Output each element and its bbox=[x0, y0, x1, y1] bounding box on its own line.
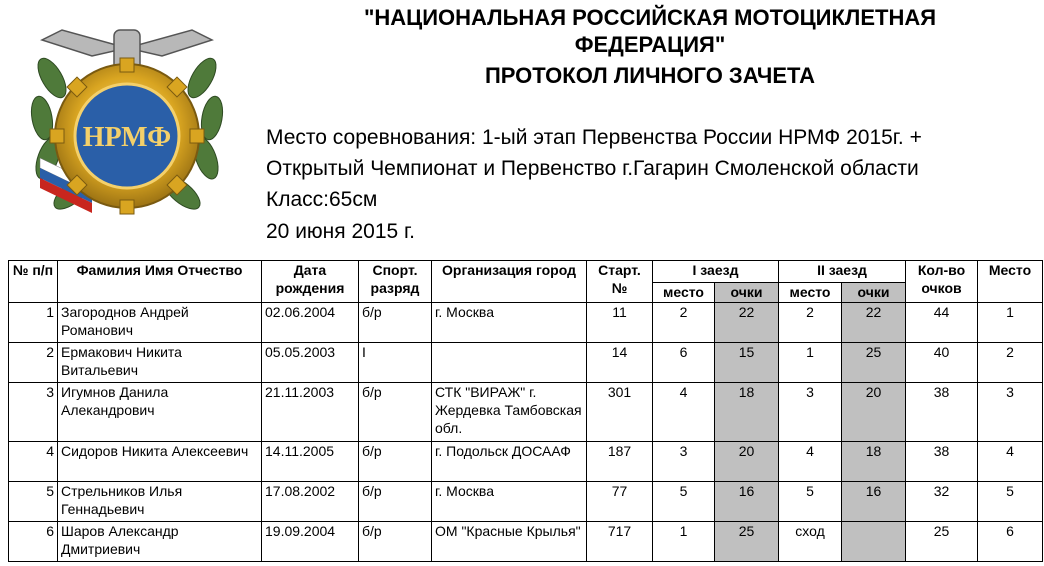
cell-num: 6 bbox=[9, 522, 58, 562]
cell-rank: б/р bbox=[359, 442, 432, 482]
cell-race-1-points: 16 bbox=[715, 482, 779, 522]
class-line: Класс:65см bbox=[266, 188, 378, 211]
header-birth: Дата рождения bbox=[262, 261, 359, 303]
cell-race-2-place: 2 bbox=[779, 303, 842, 343]
cell-race-2-points: 22 bbox=[842, 303, 906, 343]
cell-race-1-place: 5 bbox=[653, 482, 715, 522]
cell-org: СТК "ВИРАЖ" г. Жердевка Тамбовская обл. bbox=[432, 383, 587, 442]
cell-race-2-place: 4 bbox=[779, 442, 842, 482]
header-name: Фамилия Имя Отчество bbox=[58, 261, 262, 303]
cell-birth: 19.09.2004 bbox=[262, 522, 359, 562]
header-race-2: II заезд bbox=[779, 261, 906, 283]
venue-line-2: Открытый Чемпионат и Первенство г.Гагарин Смоленской области bbox=[266, 157, 919, 180]
cell-total: 44 bbox=[906, 303, 978, 343]
table-row bbox=[9, 303, 1043, 343]
table-row bbox=[9, 482, 1043, 522]
cell-total: 38 bbox=[906, 383, 978, 442]
cell-race-1-place: 1 bbox=[653, 522, 715, 562]
protocol-title: ПРОТОКОЛ ЛИЧНОГО ЗАЧЕТА bbox=[484, 63, 816, 88]
cell-race-2-points: 25 bbox=[842, 343, 906, 383]
cell-birth: 02.06.2004 bbox=[262, 303, 359, 343]
cell-final-place: 5 bbox=[978, 482, 1043, 522]
table-row bbox=[9, 343, 1043, 383]
cell-race-2-place: 3 bbox=[779, 383, 842, 442]
cell-race-1-place: 3 bbox=[653, 442, 715, 482]
header-num: № п/п bbox=[9, 261, 58, 303]
date-line: 20 июня 2015 г. bbox=[266, 220, 415, 243]
cell-rank: I bbox=[359, 343, 432, 383]
cell-rank: б/р bbox=[359, 303, 432, 343]
header-org: Организация город bbox=[432, 261, 587, 303]
header-race-1-points: очки bbox=[715, 283, 779, 303]
cell-race-2-points: 20 bbox=[842, 383, 906, 442]
cell-race-2-place: сход bbox=[779, 522, 842, 562]
cell-start: 77 bbox=[587, 482, 653, 522]
cell-race-1-points: 20 bbox=[715, 442, 779, 482]
cell-final-place: 4 bbox=[978, 442, 1043, 482]
cell-org: г. Москва bbox=[432, 303, 587, 343]
header-race-1: I заезд bbox=[653, 261, 779, 283]
cell-name: Сидоров Никита Алексеевич bbox=[58, 442, 262, 482]
cell-race-1-place: 6 bbox=[653, 343, 715, 383]
cell-rank: б/р bbox=[359, 383, 432, 442]
cell-start: 11 bbox=[587, 303, 653, 343]
cell-name: Загороднов Андрей Романович bbox=[58, 303, 262, 343]
table-row bbox=[9, 442, 1043, 482]
cell-race-1-points: 18 bbox=[715, 383, 779, 442]
nrmf-logo bbox=[22, 8, 232, 240]
cell-num: 3 bbox=[9, 383, 58, 442]
cell-num: 5 bbox=[9, 482, 58, 522]
table-row bbox=[9, 383, 1043, 442]
header-race-2-points: очки bbox=[842, 283, 906, 303]
cell-total: 40 bbox=[906, 343, 978, 383]
cell-total: 38 bbox=[906, 442, 978, 482]
cell-birth: 21.11.2003 bbox=[262, 383, 359, 442]
cell-final-place: 3 bbox=[978, 383, 1043, 442]
header-total: Кол-во очков bbox=[906, 261, 978, 303]
cell-final-place: 2 bbox=[978, 343, 1043, 383]
cell-num: 4 bbox=[9, 442, 58, 482]
header-race-2-place: место bbox=[779, 283, 842, 303]
header-start: Старт. № bbox=[587, 261, 653, 303]
header-rank: Спорт. разряд bbox=[359, 261, 432, 303]
results-table bbox=[8, 260, 1043, 562]
cell-start: 717 bbox=[587, 522, 653, 562]
table-row bbox=[9, 522, 1043, 562]
cell-num: 2 bbox=[9, 343, 58, 383]
cell-final-place: 6 bbox=[978, 522, 1043, 562]
cell-birth: 17.08.2002 bbox=[262, 482, 359, 522]
cell-org bbox=[432, 343, 587, 383]
cell-total: 25 bbox=[906, 522, 978, 562]
cell-race-1-points: 25 bbox=[715, 522, 779, 562]
header-race-1-place: место bbox=[653, 283, 715, 303]
cell-race-2-points: 18 bbox=[842, 442, 906, 482]
cell-name: Ермакович Никита Витальевич bbox=[58, 343, 262, 383]
cell-birth: 05.05.2003 bbox=[262, 343, 359, 383]
cell-race-2-place: 5 bbox=[779, 482, 842, 522]
cell-rank: б/р bbox=[359, 522, 432, 562]
cell-race-2-place: 1 bbox=[779, 343, 842, 383]
logo-text: НРМФ bbox=[82, 122, 172, 153]
cell-num: 1 bbox=[9, 303, 58, 343]
cell-final-place: 1 bbox=[978, 303, 1043, 343]
organization-title: "НАЦИОНАЛЬНАЯ РОССИЙСКАЯ МОТОЦИКЛЕТНАЯ ФЕДЕРАЦИЯ" bbox=[363, 5, 937, 57]
cell-race-2-points: 16 bbox=[842, 482, 906, 522]
cell-birth: 14.11.2005 bbox=[262, 442, 359, 482]
cell-start: 301 bbox=[587, 383, 653, 442]
cell-race-1-points: 15 bbox=[715, 343, 779, 383]
cell-race-1-points: 22 bbox=[715, 303, 779, 343]
cell-name: Шаров Александр Дмитриевич bbox=[58, 522, 262, 562]
cell-org: ОМ "Красные Крылья" bbox=[432, 522, 587, 562]
cell-race-1-place: 4 bbox=[653, 383, 715, 442]
header-final-place: Место bbox=[978, 261, 1043, 303]
cell-total: 32 bbox=[906, 482, 978, 522]
cell-name: Стрельников Илья Геннадьевич bbox=[58, 482, 262, 522]
venue-line-1: Место соревнования: 1-ый этап Первенства России НРМФ 2015г. + bbox=[266, 126, 922, 149]
cell-org: г. Подольск ДОСААФ bbox=[432, 442, 587, 482]
cell-org: г. Москва bbox=[432, 482, 587, 522]
cell-race-2-points bbox=[842, 522, 906, 562]
cell-start: 14 bbox=[587, 343, 653, 383]
cell-name: Игумнов Данила Алекандрович bbox=[58, 383, 262, 442]
cell-rank: б/р bbox=[359, 482, 432, 522]
cell-race-1-place: 2 bbox=[653, 303, 715, 343]
cell-start: 187 bbox=[587, 442, 653, 482]
